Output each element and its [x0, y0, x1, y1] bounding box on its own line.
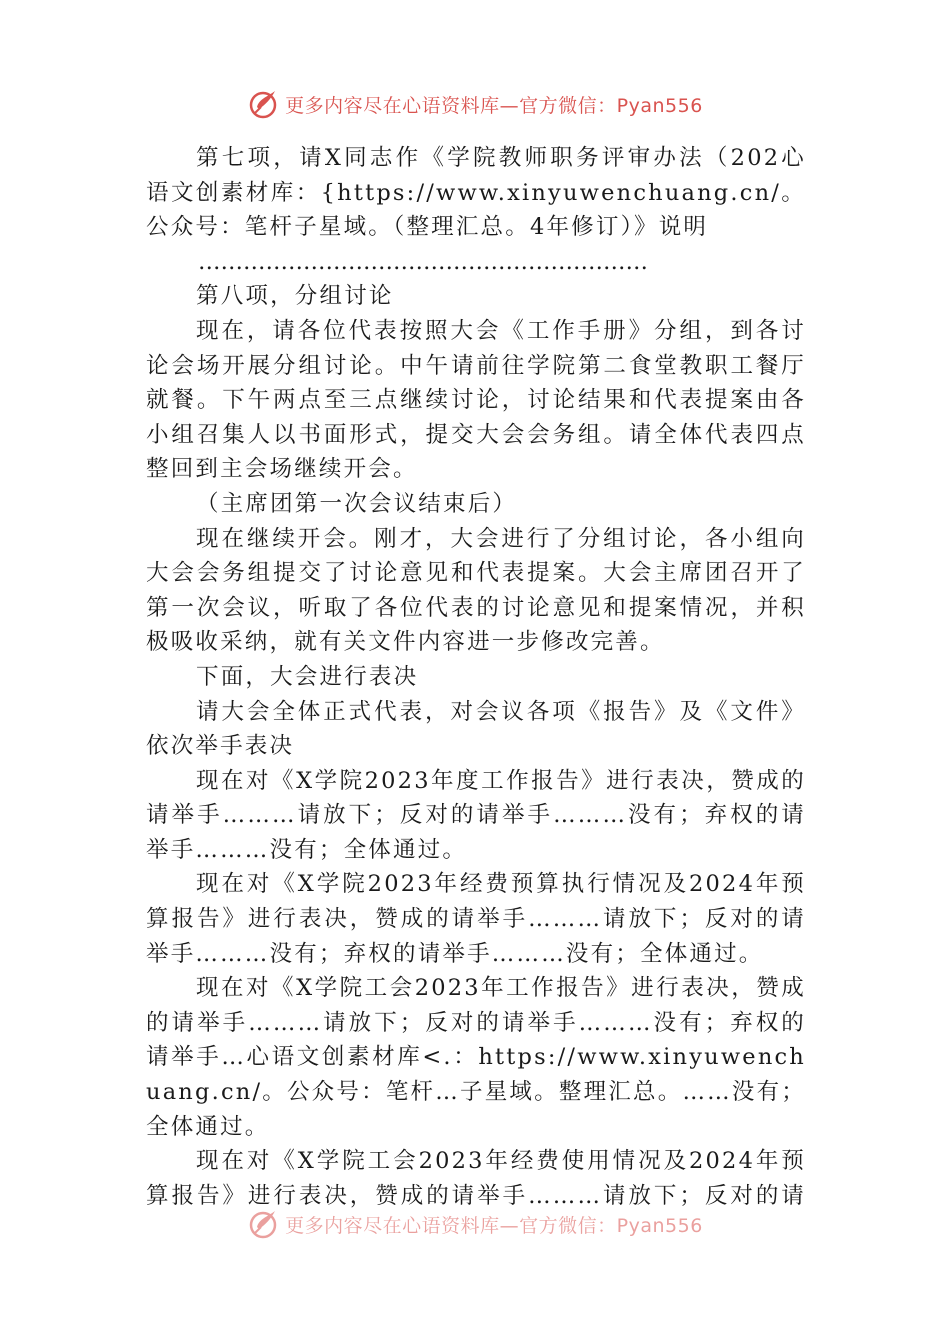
- watermark-text: 更多内容尽在心语资料库—官方微信：Pyan556: [285, 94, 703, 117]
- watermark-banner-bottom: [0, 1204, 950, 1244]
- paragraph: 请大会全体正式代表，对会议各项《报告》及《文件》依次举手表决: [146, 698, 806, 760]
- paragraph: 现在对《X学院2023年经费预算执行情况及2024年预算报告》进行表决，赞成的请举手………请放下；反对的请举手………没有；弃权的请举手………没有；全体通过。: [146, 871, 806, 967]
- paragraph: 现在对《X学院工会2023年工作报告》进行表决，赞成的请举手………请放下；反对的请举手………没有；弃权的请举手…心语文创素材库<.：https://www.xinyuwenchuang.cn/。公众号：笔杆…子星域。整理汇总。……没有；全体通过。: [146, 975, 807, 1140]
- document-body: [146, 141, 806, 1213]
- watermark-text: 更多内容尽在心语资料库—官方微信：Pyan556: [285, 1214, 703, 1237]
- paragraph: 现在，请各位代表按照大会《工作手册》分组，到各讨论会场开展分组讨论。中午请前往学院第二食堂教职工餐厅就餐。下午两点至三点继续讨论，讨论结果和代表提案由各小组召集人以书面形式，提交大会会务组。请全体代表四点整回到主会场继续开会。: [146, 317, 806, 483]
- paragraph: 现在对《X学院2023年度工作报告》进行表决，赞成的请举手………请放下；反对的请举手………没有；弃权的请举手………没有；全体通过。: [146, 767, 806, 863]
- paragraph: 现在继续开会。刚才，大会进行了分组讨论，各小组向大会会务组提交了讨论意见和代表提案。大会主席团召开了第一次会议，听取了各位代表的讨论意见和提案情况，并积极吸收采纳，就有关文件内容进一步修改完善。: [146, 525, 806, 656]
- stage-note: （主席团第一次会议结束后）: [196, 490, 518, 517]
- quill-heart-logo: [247, 87, 281, 121]
- section-heading: 第八项，分组讨论: [196, 283, 394, 310]
- watermark-banner-top: [0, 84, 950, 124]
- quill-heart-logo: [247, 1207, 281, 1241]
- paragraph: 下面，大会进行表决: [196, 663, 419, 690]
- dot-leader: ……………………………………………………: [198, 248, 648, 275]
- paragraph: 第七项，请X同志作《学院教师职务评审办法（202心语文创素材库：{https://www.xinyuwenchuang.cn/。公众号：笔杆子星域。（整理汇总。4年修订）》说明: [146, 145, 806, 241]
- paragraph: 现在对《X学院工会2023年经费使用情况及2024年预算报告》进行表决，赞成的请举手………请放下；反对的请: [146, 1148, 806, 1209]
